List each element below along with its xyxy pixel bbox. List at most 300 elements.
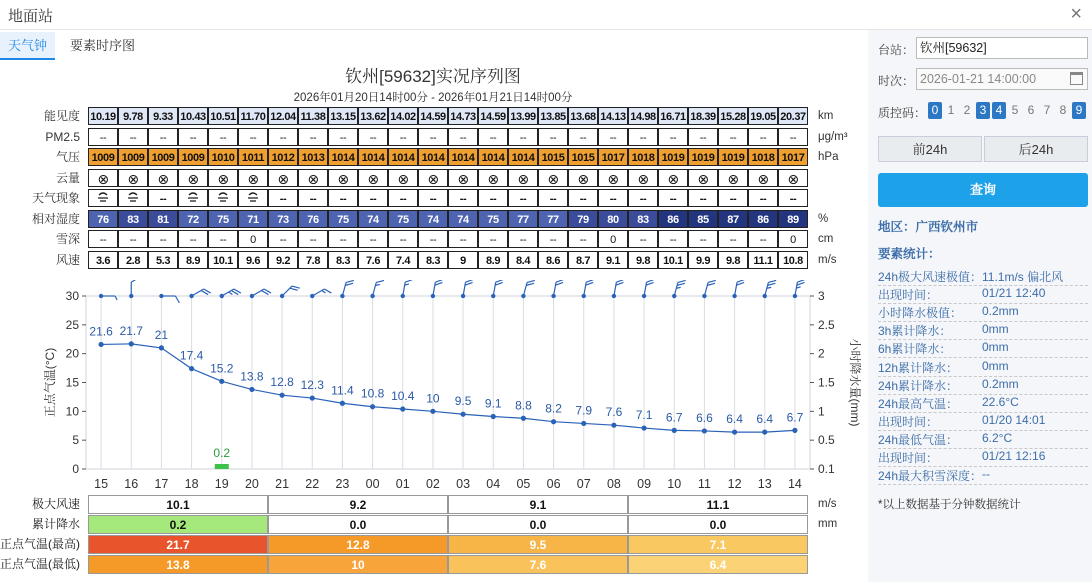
cell-wind: 9.2 [268,251,298,269]
summary-cell: 10 [268,555,448,574]
cell-wx [238,189,268,207]
tab-element-series[interactable]: 要素时序图 [70,38,136,53]
cell-cloud: ⊗ [688,169,718,187]
stat-row [878,377,1088,395]
cell-wind: 8.9 [178,251,208,269]
cell-vis: 13.62 [358,107,388,125]
query-button[interactable]: 查询 [878,173,1088,207]
qc-code-toggle[interactable]: 8 [1059,103,1067,117]
cell-snow: -- [88,230,118,248]
cell-wx: -- [688,189,718,207]
cell-snow: -- [568,230,598,248]
cell-vis: 14.59 [478,107,508,125]
cell-vis: 13.68 [568,107,598,125]
row-unit-pm25: μg/m³ [818,130,848,143]
stat-row [878,304,1088,322]
row-unit-snow: cm [818,233,834,245]
cell-vis: 9.33 [148,107,178,125]
cell-wx: -- [658,189,688,207]
temperature-point [611,423,616,428]
cell-rh: 74 [358,210,388,228]
temperature-point [189,366,194,371]
qc-code-toggle[interactable]: 6 [1027,103,1035,117]
temperature-label: 9.1 [484,396,502,411]
qc-code-toggle[interactable]: 9 [1072,102,1086,119]
wind-barb-icon [762,280,776,300]
stat-key: 24h最高气温： [878,396,959,411]
stat-value: 0mm [982,358,1009,373]
temperature-point [581,421,586,426]
station-input[interactable]: 钦州[59632] [916,37,1088,59]
temperature-label: 21.7 [119,323,143,338]
cell-vis: 14.13 [598,107,628,125]
cell-wx: -- [598,189,628,207]
x-tick-label: 09 [637,477,652,491]
x-tick-label: 04 [486,477,501,491]
cell-pm25: -- [778,128,808,146]
cell-cloud: ⊗ [388,169,418,187]
temperature-point [732,429,737,434]
chart-title: 钦州[59632]实况序列图 [345,67,521,86]
temperature-point [400,406,405,411]
summary-cell: 9.2 [268,495,448,514]
cell-wind: 9 [448,251,478,269]
cell-pm25: -- [118,128,148,146]
cell-rh: 79 [568,210,598,228]
cell-pres: 1014 [448,148,478,166]
temperature-label: 8.2 [545,401,562,416]
x-tick-label: 14 [787,477,802,491]
summary-unit: m/s [818,498,837,510]
summary-cell: 7.6 [448,555,628,574]
cell-wx: -- [148,189,178,207]
temperature-label: 7.9 [575,403,593,418]
cell-vis: 15.28 [718,107,748,125]
cell-pm25: -- [418,128,448,146]
cell-pm25: -- [598,128,628,146]
stat-key: 24h最大积雪深度： [878,469,983,484]
row-label-rh: 相对湿度 [31,211,80,226]
cell-wind: 8.7 [568,251,598,269]
cell-pres: 1014 [358,148,388,166]
cell-cloud: ⊗ [508,169,538,187]
cell-snow: -- [208,230,238,248]
prev-24h-button[interactable]: 前24h [878,136,982,162]
calendar-icon[interactable] [1070,72,1083,85]
cell-cloud: ⊗ [658,169,688,187]
row-label-pres: 气压 [55,150,80,164]
summary-unit: mm [818,518,838,530]
x-tick-label: 19 [214,477,229,491]
cell-pm25: -- [628,128,658,146]
cell-vis: 11.38 [298,107,328,125]
cell-wx: -- [778,189,808,207]
qc-code-toggle[interactable]: 7 [1043,103,1051,117]
stat-row [878,340,1088,358]
cell-wind: 5.3 [148,251,178,269]
temperature-point [430,409,435,414]
cell-rh: 83 [118,210,148,228]
temperature-label: 6.6 [696,410,713,425]
stat-key: 12h累计降水： [878,360,959,375]
summary-row-label: 累计降水 [31,517,80,531]
cell-wind: 10.8 [778,251,808,269]
stat-key: 6h累计降水： [878,342,952,357]
cell-wx: -- [268,189,298,207]
temperature-label: 13.8 [240,369,264,384]
x-tick-label: 05 [516,477,531,491]
stat-row [878,322,1088,340]
cell-vis: 14.02 [388,107,418,125]
qc-code-toggle[interactable]: 2 [963,103,971,117]
wind-barb-icon [159,294,179,303]
qc-code-toggle[interactable]: 0 [928,102,942,119]
plot-frame [86,296,810,469]
cell-rh: 75 [388,210,418,228]
row-unit-rh: % [818,212,829,225]
cell-wind: 3.6 [88,251,118,269]
cell-rh: 75 [478,210,508,228]
cell-rh: 73 [268,210,298,228]
fog-icon [96,192,110,204]
temperature-label: 10.8 [360,386,385,401]
stats-title: 要素统计： [878,247,941,261]
cell-pres: 1014 [478,148,508,166]
temperature-point [702,428,707,433]
cell-rh: 81 [148,210,178,228]
cell-wind: 10.1 [208,251,238,269]
cell-wx: -- [568,189,598,207]
x-tick-label: 21 [275,477,290,491]
temperature-point [672,428,677,433]
cell-rh: 83 [628,210,658,228]
cell-vis: 10.19 [88,107,118,125]
cell-snow: -- [478,230,508,248]
cell-wind: 7.4 [388,251,418,269]
cell-pres: 1011 [238,148,268,166]
x-tick-label: 15 [94,477,109,491]
summary-cell: 0.2 [88,515,268,534]
cell-pres: 1009 [148,148,178,166]
temperature-label: 15.2 [210,361,234,376]
wind-barb-icon [521,280,535,300]
cell-snow: -- [298,230,328,248]
temperature-point [129,341,134,346]
cell-pres: 1014 [388,148,418,166]
row-unit-wind: m/s [818,253,837,266]
cell-pres: 1012 [268,148,298,166]
stat-key: 出现时间： [878,451,939,465]
cell-rh: 74 [448,210,478,228]
left-tick-label: 30 [65,289,79,303]
row-label-wind: 风速 [55,252,80,267]
temperature-point [159,345,164,350]
stat-key: 24h累计降水： [878,378,959,393]
right-tick-label: 1 [818,404,825,419]
summary-cell: 9.1 [448,495,628,514]
cell-pm25: -- [748,128,778,146]
cell-snow: -- [118,230,148,248]
temperature-label: 6.4 [726,412,743,427]
cell-snow: -- [268,230,298,248]
cell-wind: 9.1 [598,251,628,269]
cell-vis: 14.59 [418,107,448,125]
temperature-label: 10 [426,391,440,406]
summary-cell: 7.1 [628,535,808,554]
row-label-cloud: 云量 [55,170,80,185]
tab-bar [0,32,866,60]
cell-snow: -- [418,230,448,248]
cell-wind: 10.1 [658,251,688,269]
wind-barb-icon [702,280,716,300]
precip-bar-label: 0.2 [213,446,231,460]
cell-pres: 1014 [508,148,538,166]
cell-rh: 86 [658,210,688,228]
cell-cloud: ⊗ [208,169,238,187]
x-tick-label: 06 [546,477,561,491]
temperature-line [101,344,795,432]
left-tick-label: 10 [65,404,79,419]
qc-code-toggle[interactable]: 4 [992,102,1006,119]
stat-row [878,431,1088,449]
row-unit-vis: km [818,110,834,122]
stat-row [878,395,1088,413]
cell-snow: -- [328,230,358,248]
stat-key: 出现时间： [878,414,939,429]
cell-rh: 76 [298,210,328,228]
wind-barb-icon [370,280,384,300]
summary-cell: 21.7 [88,535,268,554]
summary-cell: 11.1 [628,495,808,514]
right-tick-label: 0.1 [818,462,835,476]
summary-cell: 0.0 [268,515,448,534]
cell-vis: 14.73 [448,107,478,125]
cell-rh: 85 [688,210,718,228]
cell-wind: 9.9 [688,251,718,269]
summary-row-label: 极大风速 [31,497,80,511]
qc-code-toggle[interactable]: 3 [976,102,990,119]
time-value: 2026-01-21 14:00:00 [920,72,1037,86]
cell-cloud: ⊗ [328,169,358,187]
stat-key: 24h最低气温： [878,432,959,447]
fog-icon [216,192,230,204]
temperature-point [491,414,496,419]
cell-snow: 0 [778,230,808,248]
stat-value: 01/21 12:40 [982,286,1046,301]
cell-wind: 7.6 [358,251,388,269]
cell-wx: -- [718,189,748,207]
left-tick-label: 20 [65,346,79,361]
right-tick-label: 2.5 [818,317,835,332]
summary-cell: 6.4 [628,555,808,574]
cell-pm25: -- [208,128,238,146]
cell-pres: 1009 [118,148,148,166]
cell-cloud: ⊗ [118,169,148,187]
cell-wind: 2.8 [118,251,148,269]
cell-snow: -- [148,230,178,248]
summary-row-label: 正点气温(最低) [0,557,80,571]
cell-wx: -- [748,189,778,207]
tab-weather-clock[interactable]: 天气钟 [0,32,55,60]
cell-vis: 13.15 [328,107,358,125]
time-input[interactable] [916,68,1088,90]
stat-value: 01/20 14:01 [982,412,1046,427]
left-tick-label: 25 [65,317,79,332]
stat-key: 24h极大风速极值： [878,270,983,284]
cell-vis: 18.39 [688,107,718,125]
cell-pres: 1015 [568,148,598,166]
cell-wx [208,189,238,207]
stat-key: 出现时间： [878,288,939,303]
stat-value: 0mm [982,340,1009,355]
stat-value: 22.6°C [982,394,1019,409]
cell-vis: 11.70 [238,107,268,125]
x-tick-label: 18 [184,477,199,491]
region-text: 地区：广西钦州市 [878,220,979,234]
cell-pres: 1009 [178,148,208,166]
cell-cloud: ⊗ [568,169,598,187]
fog-icon [126,192,140,204]
x-tick-label: 07 [576,477,591,491]
cell-pm25: -- [448,128,478,146]
stat-value: 01/21 12:16 [982,449,1046,463]
qc-code-toggle[interactable]: 1 [947,103,955,117]
cell-rh: 86 [748,210,778,228]
wind-barb-icon [99,294,117,300]
stat-row [878,286,1088,304]
temperature-point [98,342,103,347]
temperature-point [551,419,556,424]
cell-cloud: ⊗ [628,169,658,187]
cell-pm25: -- [88,128,118,146]
cell-cloud: ⊗ [298,169,328,187]
cell-vis: 9.78 [118,107,148,125]
x-tick-label: 10 [667,477,682,491]
qc-code-group [928,102,1088,119]
cell-wx: -- [448,189,478,207]
cell-vis: 19.05 [748,107,778,125]
cell-rh: 71 [238,210,268,228]
x-tick-label: 17 [154,477,169,491]
cell-rh: 74 [418,210,448,228]
row-label-vis: 能见度 [43,109,80,123]
precip-bar [215,464,229,469]
cell-pm25: -- [688,128,718,146]
cell-wind: 8.3 [328,251,358,269]
wind-barb-icon [672,280,686,300]
summary-cell: 13.8 [88,555,268,574]
right-axis-label: 小时降水量(mm) [848,338,862,427]
cell-cloud: ⊗ [148,169,178,187]
cell-snow: -- [748,230,778,248]
stat-row [878,268,1088,286]
temperature-label: 9.5 [454,394,472,409]
temperature-point [219,379,224,384]
cell-wind: 8.9 [478,251,508,269]
cell-vis: 16.71 [658,107,688,125]
x-tick-label: 12 [727,477,742,491]
cell-snow: -- [508,230,538,248]
x-tick-label: 11 [697,477,711,491]
cell-pres: 1019 [658,148,688,166]
x-tick-label: 20 [244,477,259,491]
cell-pm25: -- [238,128,268,146]
cell-cloud: ⊗ [268,169,298,187]
cell-pm25: -- [388,128,418,146]
cell-wx: -- [538,189,568,207]
cell-pres: 1017 [778,148,808,166]
cell-wx: -- [478,189,508,207]
row-label-wx: 天气现象 [31,191,80,205]
temperature-label: 10.4 [391,389,415,404]
cell-pres: 1019 [688,148,718,166]
cell-snow: -- [178,230,208,248]
x-tick-label: 23 [335,477,350,491]
row-label-snow: 雪深 [55,232,80,246]
cell-pm25: -- [298,128,328,146]
cell-rh: 75 [328,210,358,228]
x-tick-label: 13 [757,477,772,491]
cell-snow: 0 [238,230,268,248]
cell-rh: 77 [508,210,538,228]
cell-wind: 8.4 [508,251,538,269]
summary-cell: 10.1 [88,495,268,514]
cell-pres: 1013 [298,148,328,166]
cell-pm25: -- [718,128,748,146]
stat-value: 6.2°C [982,430,1013,445]
cell-snow: -- [658,230,688,248]
stat-row [878,449,1088,467]
temperature-point [249,387,254,392]
temperature-point [279,393,284,398]
cell-pm25: -- [328,128,358,146]
cell-rh: 75 [208,210,238,228]
temperature-label: 6.7 [665,410,683,425]
cell-pres: 1018 [628,148,658,166]
station-label: 台站： [878,43,915,57]
temperature-point [762,429,767,434]
cell-cloud: ⊗ [598,169,628,187]
cell-wx: -- [328,189,358,207]
cell-pres: 1009 [88,148,118,166]
cell-cloud: ⊗ [748,169,778,187]
cell-pm25: -- [268,128,298,146]
temperature-label: 6.4 [756,412,774,427]
cell-cloud: ⊗ [88,169,118,187]
temperature-label: 8.8 [515,398,532,413]
summary-cell: 0.0 [628,515,808,534]
temperature-point [340,401,345,406]
left-tick-label: 5 [72,433,79,448]
stat-value: 0.2mm [982,376,1019,391]
summary-row-label: 正点气温(最高) [0,537,80,551]
next-24h-button[interactable]: 后24h [984,136,1088,162]
qc-code-toggle[interactable]: 5 [1011,103,1019,117]
x-tick-label: 03 [456,477,471,491]
x-tick-label: 02 [425,477,440,491]
right-tick-label: 0.5 [818,433,835,448]
close-icon[interactable]: × [1070,3,1082,25]
cell-wind: 9.8 [718,251,748,269]
stat-value: 11.1m/s 偏北风 [982,270,1064,284]
cell-pres: 1010 [208,148,238,166]
cell-cloud: ⊗ [718,169,748,187]
stat-key: 小时降水极值： [878,306,963,321]
temperature-label: 7.1 [635,408,653,423]
summary-cell: 0.0 [448,515,628,534]
cell-pm25: -- [568,128,598,146]
cell-snow: 0 [598,230,628,248]
